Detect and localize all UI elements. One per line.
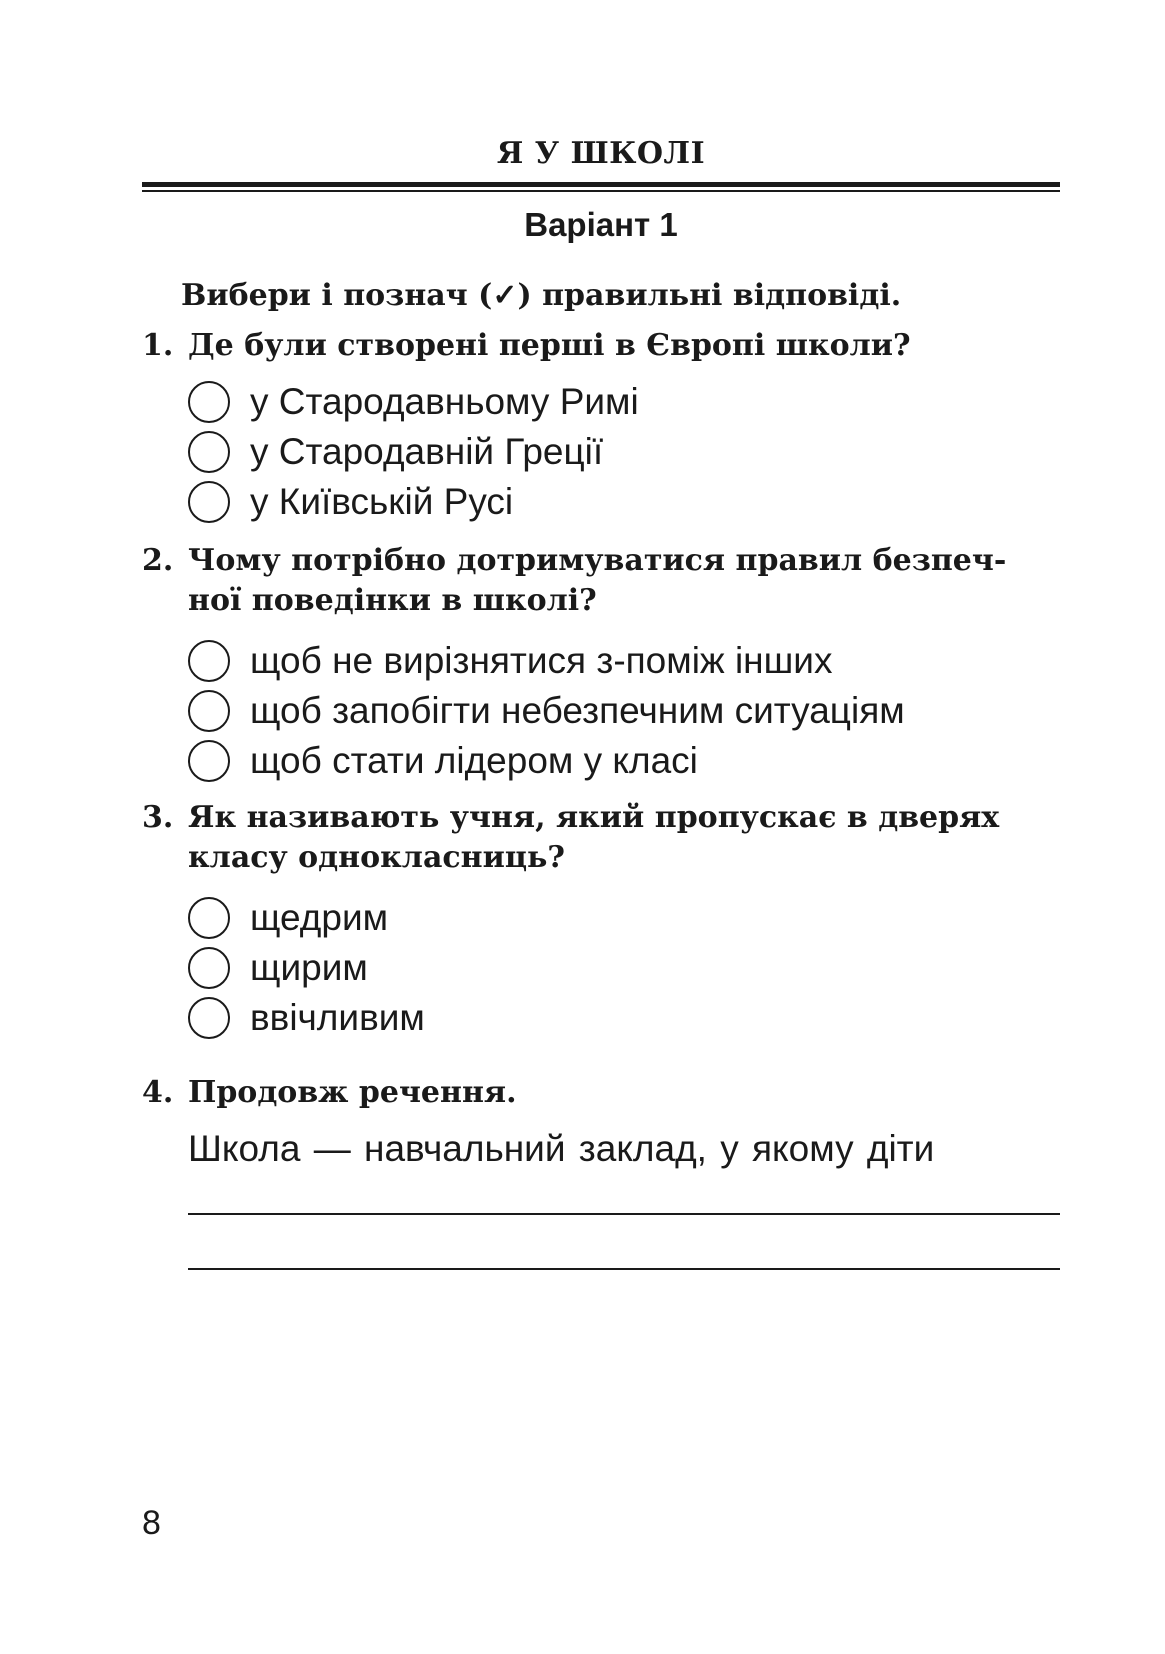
answer-circle[interactable] <box>188 640 230 682</box>
q2-option-1[interactable] <box>188 636 832 686</box>
question-number: 3. <box>142 800 174 835</box>
sentence-start: Школа — навчальний заклад, у якому діти <box>188 1128 935 1169</box>
answer-circle[interactable] <box>188 897 230 939</box>
option-label: щоб запобігти небезпечним ситуаціям <box>250 690 905 731</box>
q1-option-1[interactable] <box>188 377 639 427</box>
answer-circle[interactable] <box>188 997 230 1039</box>
answer-line-2[interactable] <box>188 1268 1060 1270</box>
question-text-line: ної поведінки в школі? <box>188 583 597 618</box>
option-label: у Стародавній Греції <box>250 431 604 472</box>
q3-option-3[interactable] <box>188 993 425 1043</box>
answer-circle[interactable] <box>188 690 230 732</box>
question-1 <box>142 326 1062 366</box>
q2-option-2[interactable] <box>188 686 905 736</box>
question-text-line: Чому потрібно дотримуватися правил безпеч- <box>188 543 1007 578</box>
question-3 <box>142 798 1062 878</box>
question-text <box>188 541 1062 621</box>
option-label: щоб не вирізнятися з-поміж інших <box>250 640 833 681</box>
answer-circle[interactable] <box>188 947 230 989</box>
option-label: у Стародавньому Римі <box>250 381 639 422</box>
q3-option-2[interactable] <box>188 943 368 993</box>
question-text: Продовж речення. <box>188 1075 517 1110</box>
option-label: щоб стати лідером у класі <box>250 740 698 781</box>
answer-line-1[interactable] <box>188 1213 1060 1215</box>
option-label: щирим <box>250 947 368 988</box>
q3-option-1[interactable] <box>188 893 388 943</box>
page-number: 8 <box>142 1504 161 1542</box>
answer-circle[interactable] <box>188 740 230 782</box>
question-number: 4. <box>142 1075 174 1110</box>
q1-option-3[interactable] <box>188 477 513 527</box>
q2-option-3[interactable] <box>188 736 698 786</box>
option-label: щедрим <box>250 897 389 938</box>
question-text: Де були створені перші в Європі школи? <box>188 328 911 363</box>
q1-option-2[interactable] <box>188 427 603 477</box>
option-label: у Київській Русі <box>250 481 514 522</box>
variant-label: Варіант 1 <box>524 206 678 243</box>
question-2 <box>142 541 1062 621</box>
question-text <box>188 798 1062 878</box>
question-number: 2. <box>142 543 174 578</box>
section-title: Я У ШКОЛІ <box>496 136 706 171</box>
answer-circle[interactable] <box>188 381 230 423</box>
instruction-text: Вибери і познач (✓) правильні відповіді. <box>181 278 902 313</box>
option-label: ввічливим <box>250 997 425 1038</box>
question-text-line: класу однокласниць? <box>188 840 565 875</box>
answer-circle[interactable] <box>188 431 230 473</box>
header-rule-thin <box>142 190 1060 192</box>
question-number: 1. <box>142 328 174 363</box>
answer-circle[interactable] <box>188 481 230 523</box>
question-text-line: Як називають учня, який пропускає в дверях <box>188 800 1000 835</box>
header-rule-thick <box>142 182 1060 187</box>
question-4 <box>142 1073 1062 1113</box>
